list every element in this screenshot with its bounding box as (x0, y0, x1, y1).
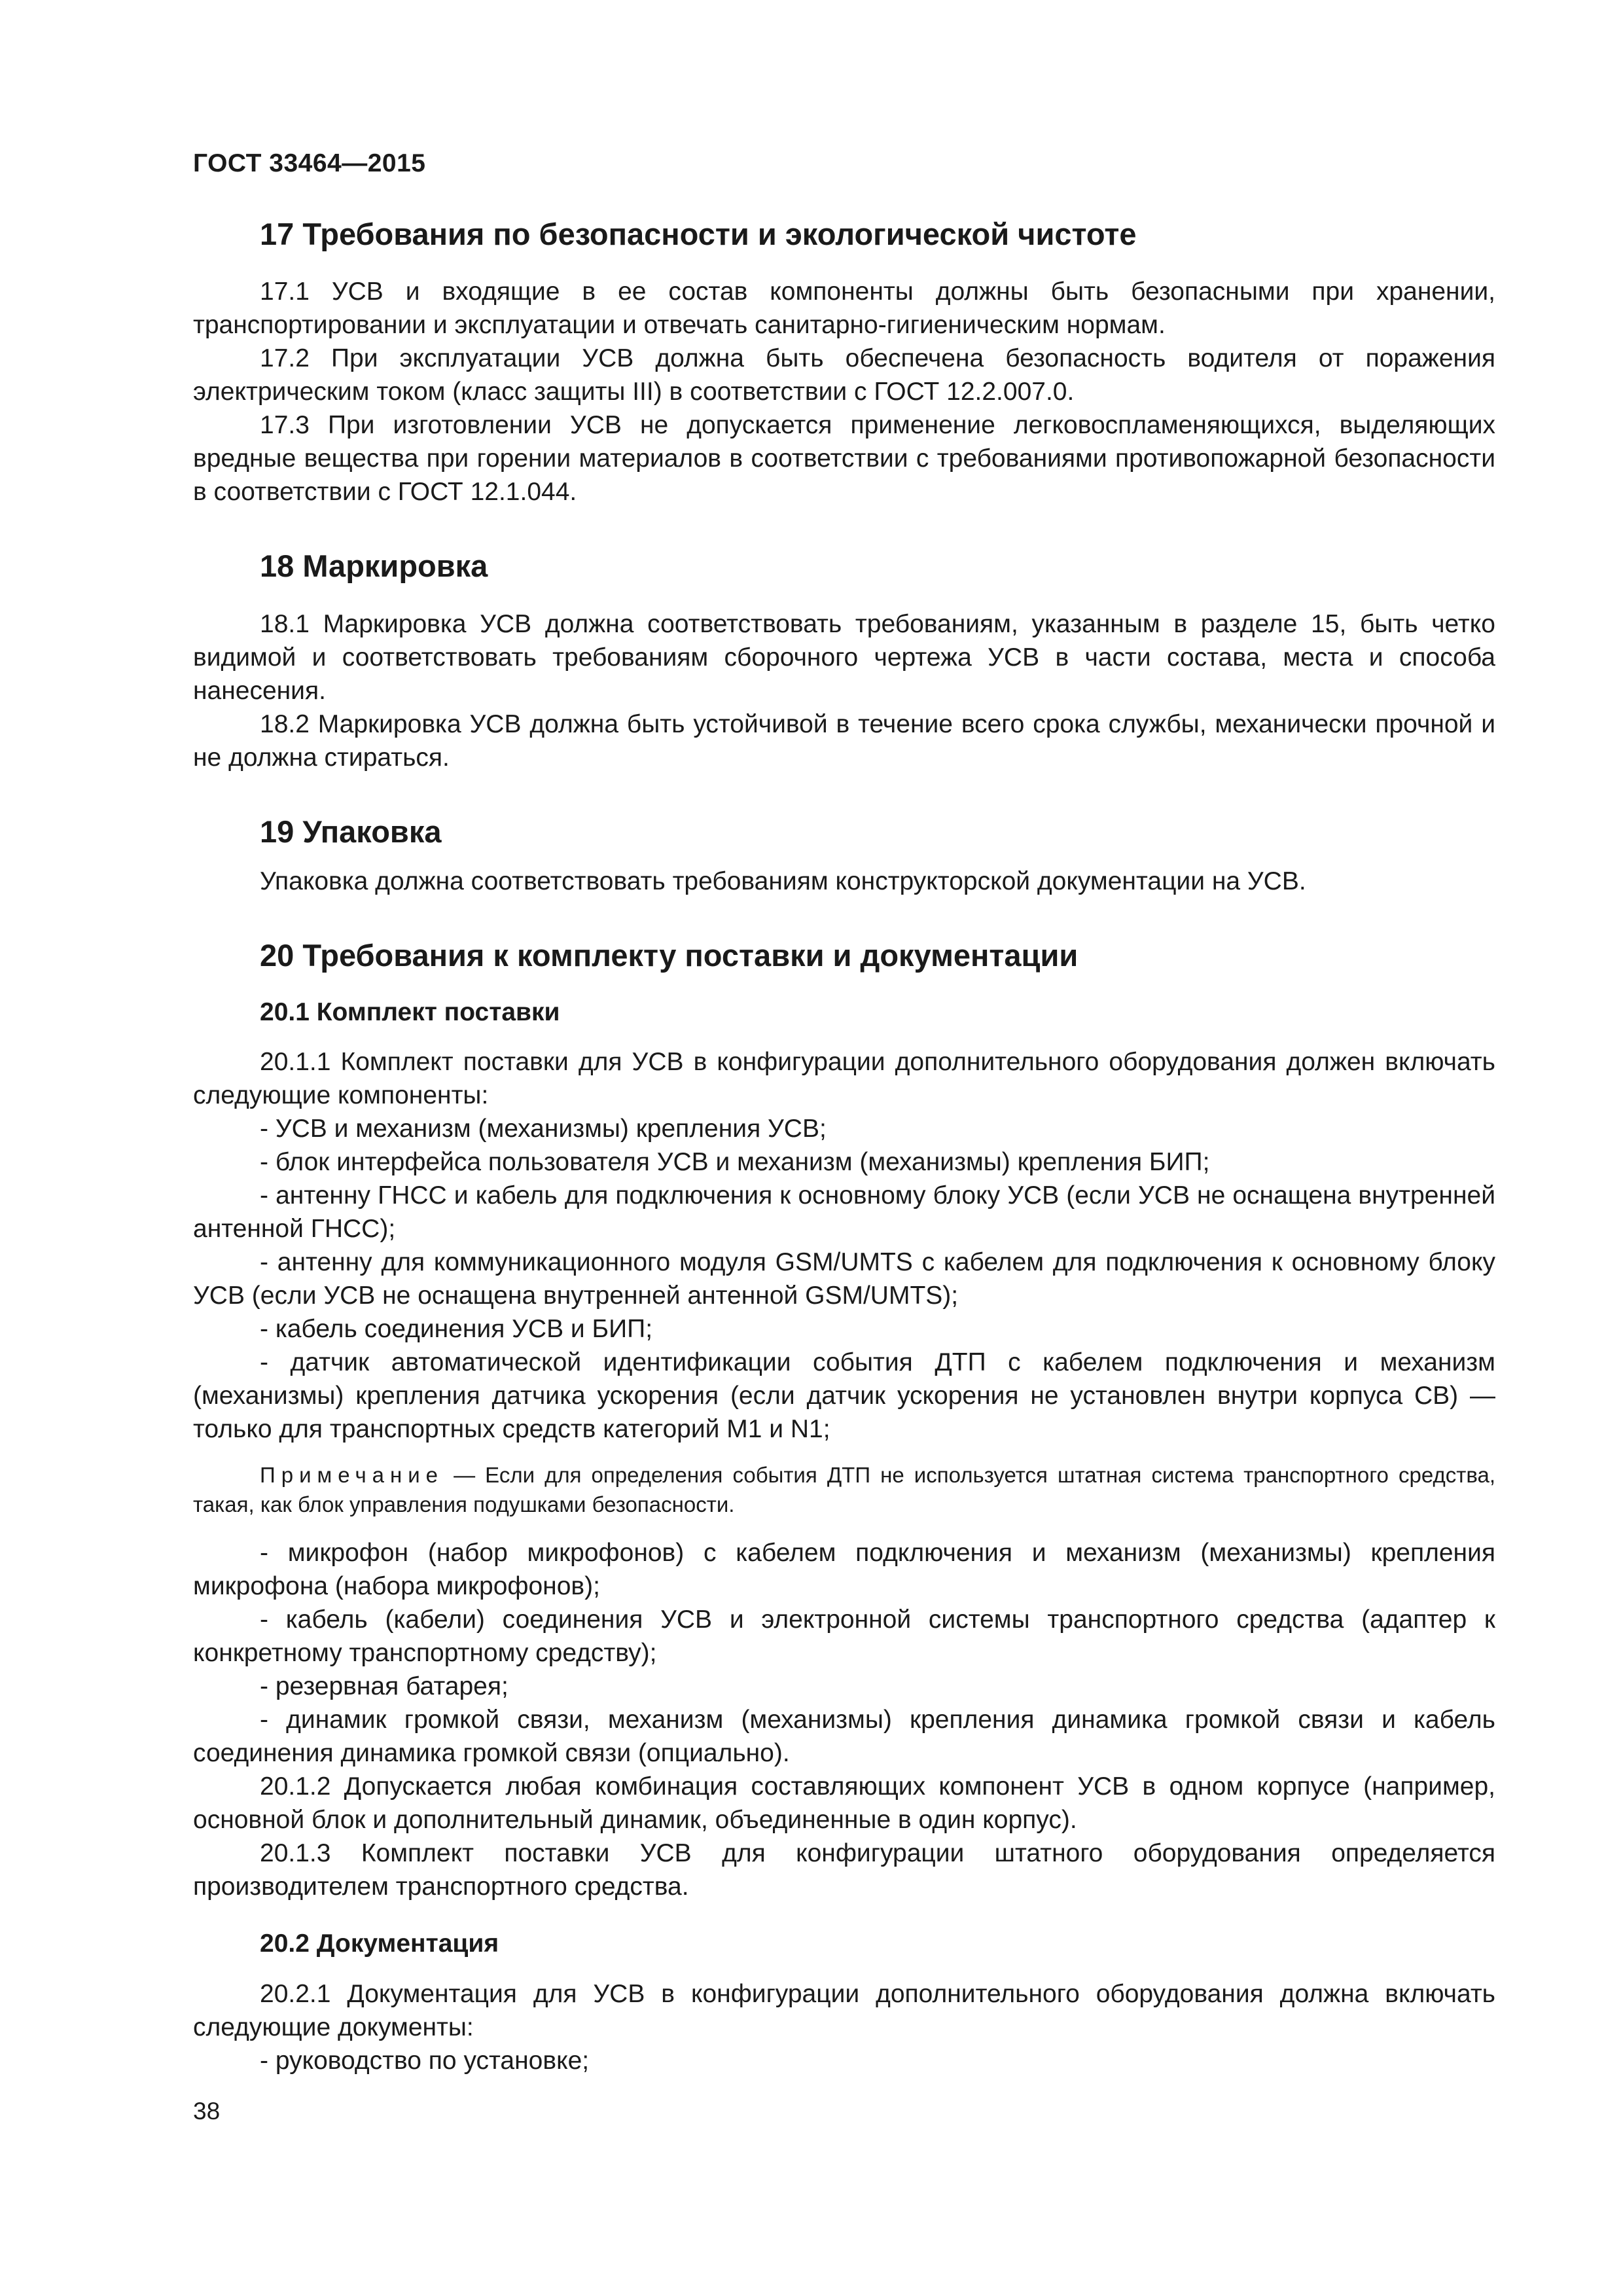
section-20 (193, 937, 1495, 2077)
paragraph-17-1: 17.1 УСВ и входящие в ее состав компоненты должны быть безопасными при хранении, транспортировании и эксплуатации и отвечать санитарно-гигиеническим нормам. (193, 278, 1495, 340)
list-item: - кабель (кабели) соединения УСВ и электронной системы транспортного средства (адаптер к конкретному транспортному средству); (193, 1605, 1495, 1668)
section-19-title: 19 Упаковка (260, 814, 442, 849)
list-item: - датчик автоматической идентификации события ДТП с кабелем подключения и механизм (механизмы) крепления датчика ускорения (если датчик ускорения не установлен внутри корпуса СВ) — только для транспортных средств категорий М1 и N1; (193, 1348, 1495, 1444)
list-item: - антенну для коммуникационного модуля GSM/UMTS с кабелем для подключения к основному блоку УСВ (если УСВ не оснащена внутренней антенной GSM/UMTS); (193, 1248, 1495, 1310)
paragraph-20-2-1: 20.2.1 Документация для УСВ в конфигурации дополнительного оборудования должна включать следующие документы: (193, 1980, 1495, 2042)
section-18-title: 18 Маркировка (260, 548, 488, 584)
section-20-title: 20 Требования к комплекту поставки и документации (260, 938, 1079, 973)
section-18 (193, 548, 1495, 774)
list-item: - УСВ и механизм (механизмы) крепления УСВ; (260, 1115, 827, 1143)
page-content (193, 216, 1495, 2117)
subsection-20-1 (193, 997, 1495, 1904)
paragraph-19: Упаковка должна соответствовать требованиям конструкторской документации на УСВ. (260, 867, 1306, 896)
subsection-20-2 (193, 1928, 1495, 2077)
paragraph-20-1-1: 20.1.1 Комплект поставки для УСВ в конфигурации дополнительного оборудования должен включать следующие компоненты: (193, 1048, 1495, 1110)
list-item: - руководство по установке; (260, 2047, 590, 2075)
list-item: - антенну ГНСС и кабель для подключения к основному блоку УСВ (если УСВ не оснащена внутренней антенной ГНСС); (193, 1181, 1495, 1244)
paragraph-20-1-2: 20.1.2 Допускается любая комбинация составляющих компонент УСВ в одном корпусе (например, основной блок и дополнительный динамик, объединенные в один корпус). (193, 1772, 1495, 1835)
paragraph-20-1-3: 20.1.3 Комплект поставки УСВ для конфигурации штатного оборудования определяется производителем транспортного средства. (193, 1839, 1495, 1901)
note-label: Примечание (260, 1463, 444, 1488)
list-item: - микрофон (набор микрофонов) с кабелем подключения и механизм (механизмы) крепления микрофона (набора микрофонов); (193, 1539, 1495, 1601)
section-17 (193, 216, 1495, 509)
paragraph-17-3: 17.3 При изготовлении УСВ не допускается применение легковоспламеняющихся, выделяющих вредные вещества при горении материалов в соответствии с требованиями противопожарной безопасности в соответствии с ГОСТ 12.1.044. (193, 411, 1495, 507)
paragraph-18-1: 18.1 Маркировка УСВ должна соответствовать требованиям, указанным в разделе 15, быть четко видимой и соответствовать требованиям сборочного чертежа УСВ в части состава, места и способа нанесения. (193, 609, 1495, 705)
section-17-title: 17 Требования по безопасности и экологической чистоте (260, 217, 1137, 251)
list-item: - резервная батарея; (260, 1672, 508, 1701)
subsection-20-2-title: 20.2 Документация (260, 1929, 499, 1958)
subsection-20-1-title: 20.1 Комплект поставки (260, 997, 560, 1026)
section-19 (193, 814, 1495, 898)
note-text: — Если для определения события ДТП не используется штатная система транспортного средства, такая, как блок управления подушками безопасности. (193, 1463, 1495, 1517)
document-header: ГОСТ 33464—2015 (193, 149, 426, 177)
note (193, 1460, 1495, 1519)
paragraph-17-2: 17.2 При эксплуатации УСВ должна быть обеспечена безопасность водителя от поражения электрическим током (класс защиты III) в соответствии с ГОСТ 12.2.007.0. (193, 344, 1495, 406)
page-number: 38 (193, 2098, 221, 2125)
list-item: - блок интерфейса пользователя УСВ и механизм (механизмы) крепления БИП; (260, 1148, 1210, 1177)
list-item: - кабель соединения УСВ и БИП; (260, 1315, 653, 1344)
list-item: - динамик громкой связи, механизм (механизмы) крепления динамика громкой связи и кабель соединения динамика громкой связи (опциально). (193, 1706, 1495, 1768)
paragraph-18-2: 18.2 Маркировка УСВ должна быть устойчивой в течение всего срока службы, механически прочной и не должна стираться. (193, 709, 1495, 772)
